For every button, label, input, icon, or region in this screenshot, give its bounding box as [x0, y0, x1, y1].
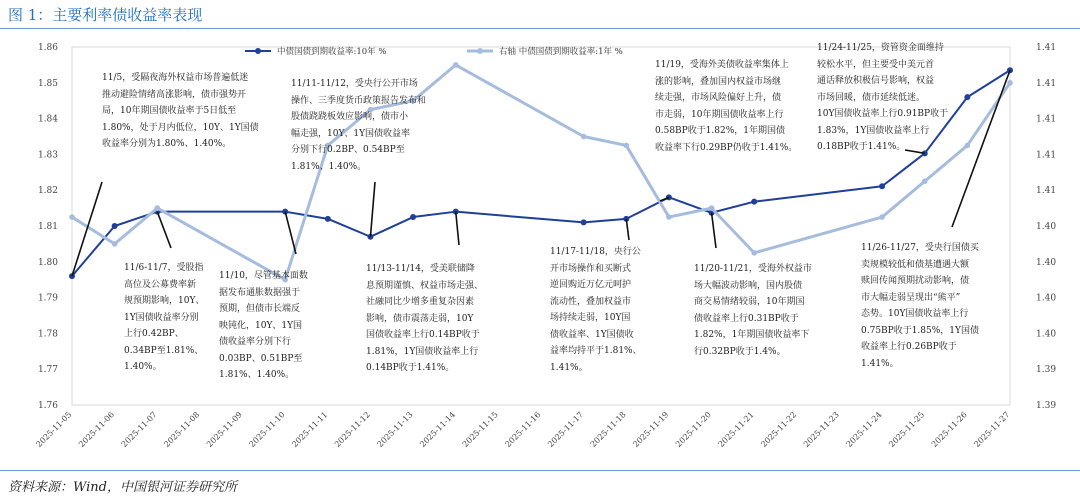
- annotation-line: 较松水平，但主要受中美元首: [817, 59, 935, 70]
- annotation-leader: [952, 70, 1010, 227]
- y-left-tick-label: 1.86: [37, 43, 58, 53]
- series-10y-point: [581, 219, 587, 225]
- annotation-line: 11/5，受隔夜海外权益市场普遍低迷: [102, 73, 249, 83]
- y-left-tick-label: 1.78: [37, 329, 58, 340]
- annotation-line: 国债收益率上行0.14BP收于: [366, 330, 480, 340]
- x-tick-label: 2025-11-12: [332, 410, 372, 450]
- annotation-line: 11/26-11/27，受央行国债买: [861, 243, 979, 253]
- annotation-line: 益率均持平于1.81%、: [550, 346, 642, 356]
- annotation-line: 债收益率上行0.31BP收于: [694, 313, 799, 324]
- x-tick-label: 2025-11-16: [503, 410, 543, 450]
- annotation-line: 通话释放积极信号影响，权益: [817, 76, 935, 86]
- annotation-line: 1.83%，1Y国债收益率上行: [817, 125, 930, 136]
- annotation-leader: [72, 182, 102, 276]
- annotation-a10: [861, 240, 979, 372]
- annotation-line: 高位及公募费率新: [124, 279, 197, 290]
- annotation-line: 0.75BP收于1.85%，1Y国债: [861, 325, 979, 336]
- series-1y-point: [69, 214, 75, 220]
- source-rule: [0, 470, 1080, 471]
- annotation-line: 11/24-11/25，资管资金面维持: [817, 43, 944, 53]
- x-tick-label: 2025-11-17: [546, 410, 586, 450]
- annotation-a4: [291, 76, 426, 175]
- x-tick-label: 2025-11-21: [716, 410, 756, 450]
- annotation-line: 11/13-11/14，受美联储降: [366, 264, 475, 274]
- annotation-line: 1.81%、1.40%。: [291, 161, 367, 172]
- x-tick-label: 2025-11-26: [929, 410, 969, 450]
- annotation-line: 卖规模较低和债基遭遇大额: [861, 259, 970, 270]
- y-right-tick-label: 1.41: [1036, 114, 1057, 125]
- title-rule: [0, 28, 1080, 29]
- series-10y-point: [751, 199, 757, 205]
- annotation-a3: [219, 268, 308, 384]
- annotation-line: 行0.32BP收于1.4%。: [694, 346, 786, 357]
- annotation-line: 场大幅波动影响，国内股债: [694, 280, 803, 291]
- y-right-tick-label: 1.39: [1036, 365, 1057, 376]
- annotation-leader: [285, 212, 296, 254]
- annotation-line: 规预期影响，10Y、: [124, 296, 205, 306]
- annotation-line: 0.34BP至1.81%、: [124, 345, 204, 356]
- annotation-leader: [456, 212, 459, 245]
- annotation-line: 逆回购近万亿元呵护: [550, 280, 632, 290]
- annotation-line: 0.03BP、0.51BP至: [219, 353, 303, 364]
- annotation-a7: [655, 57, 797, 156]
- annotation-line: 息预期谨慎、权益市场走强、: [366, 280, 484, 291]
- annotation-line: 续走强，市场风险偏好上升，债: [655, 93, 782, 103]
- annotation-line: 映钝化，10Y、1Y国: [219, 320, 303, 331]
- y-left-tick-label: 1.82: [37, 186, 58, 197]
- x-tick-label: 2025-11-11: [290, 410, 330, 450]
- annotation-a1: [102, 70, 259, 153]
- annotation-line: 1.81%、1.40%。: [219, 370, 295, 380]
- annotation-a2: [124, 260, 204, 376]
- annotation-line: 11/19，受海外美债收益率集体上: [655, 60, 789, 70]
- annotation-leader: [157, 212, 171, 248]
- x-tick-label: 2025-11-06: [77, 410, 117, 450]
- series-10y-point: [325, 216, 331, 222]
- annotation-line: 据发布通胀数据强于: [219, 287, 301, 298]
- x-tick-label: 2025-11-13: [375, 410, 415, 450]
- y-right-tick-label: 1.41: [1036, 150, 1057, 161]
- y-left-tick-label: 1.81: [37, 222, 58, 232]
- x-tick-label: 2025-11-23: [801, 410, 841, 450]
- annotation-line: 市走弱，10年期国债收益率上行: [655, 109, 784, 120]
- annotation-line: 1.41%。: [550, 362, 588, 373]
- series-1y-point: [581, 134, 587, 140]
- annotation-leader: [712, 213, 716, 248]
- x-tick-label: 2025-11-08: [162, 410, 202, 450]
- annotation-line: 0.14BP收于1.41%。: [366, 363, 455, 373]
- x-tick-label: 2025-11-18: [588, 410, 628, 450]
- y-left-tick-label: 1.76: [37, 401, 58, 411]
- series-1y-point: [112, 241, 118, 247]
- annotation-a8: [694, 261, 812, 360]
- annotation-line: 市大幅走弱呈现出“熊平”: [861, 292, 961, 303]
- series-1y-point: [751, 250, 757, 256]
- y-left-tick-label: 1.79: [37, 293, 58, 304]
- annotation-a9: [817, 40, 948, 156]
- annotation-line: 分别下行0.2BP、0.54BP至: [291, 145, 405, 155]
- x-tick-label: 2025-11-25: [887, 410, 927, 450]
- annotation-line: 11/6-11/7，受股指: [124, 263, 204, 273]
- series-1y-point: [965, 143, 971, 149]
- annotation-line: 1.41%。: [861, 358, 899, 369]
- annotation-line: 开市场操作和买断式: [550, 263, 632, 274]
- annotation-line: 场持续走弱，10Y国: [550, 313, 631, 323]
- series-1y-point: [709, 205, 715, 211]
- annotation-line: 1.81%，1Y国债收益率上行: [366, 346, 479, 357]
- source-note: 资料来源：Wind，中国银河证券研究所: [8, 480, 237, 495]
- annotation-line: 债收益率分别下行: [219, 337, 292, 347]
- series-10y-point: [410, 214, 416, 220]
- y-left-tick-label: 1.77: [37, 365, 58, 376]
- x-tick-label: 2025-11-10: [247, 410, 287, 450]
- annotation-line: 1Y国债收益率分别: [124, 312, 199, 323]
- annotation-line: 11/20-11/21，受海外权益市: [694, 264, 812, 274]
- annotation-line: 局，10年期国债收益率于5日低至: [102, 106, 237, 116]
- y-right-tick-label: 1.40: [1036, 257, 1057, 268]
- legend-marker: [477, 48, 483, 54]
- y-left-tick-label: 1.84: [37, 114, 58, 125]
- annotation-line: 幅走强，10Y、1Y国债收益率: [291, 128, 411, 139]
- y-left-tick-label: 1.80: [37, 257, 58, 268]
- annotation-line: 11/10，尽管基本面数: [219, 271, 308, 281]
- y-right-tick-label: 1.39: [1036, 401, 1057, 411]
- annotation-line: 0.58BP收于1.82%，1年期国债: [655, 126, 786, 136]
- legend-marker: [255, 48, 261, 54]
- series-1y-point: [922, 178, 928, 184]
- legend-label: 中债国债到期收益率:10年 %: [277, 47, 387, 57]
- annotation-line: 10Y国债收益率上行0.91BP收于: [817, 109, 949, 119]
- x-tick-label: 2025-11-15: [460, 410, 500, 450]
- y-right-tick-label: 1.40: [1036, 222, 1057, 232]
- series-1y-point: [623, 143, 629, 149]
- annotation-line: 1.40%。: [124, 362, 162, 372]
- annotation-line: 赎回传闻预期扰动影响，债: [861, 276, 970, 286]
- x-tick-label: 2025-11-19: [631, 410, 671, 450]
- x-tick-label: 2025-11-27: [972, 410, 1012, 450]
- series-1y-point: [453, 62, 459, 68]
- annotation-line: 股债跷跷板效应影响，债市小: [291, 112, 409, 122]
- y-left-tick-label: 1.85: [37, 78, 58, 89]
- y-right-tick-label: 1.40: [1036, 329, 1057, 340]
- annotation-line: 上行0.42BP、: [124, 329, 184, 339]
- series-1y-point: [154, 205, 160, 211]
- series-1y-point: [879, 214, 885, 220]
- annotation-line: 收益率下行0.29BP仍收于1.41%。: [655, 142, 798, 153]
- series-10y-point: [879, 183, 885, 189]
- annotation-a5: [366, 261, 483, 377]
- x-tick-label: 2025-11-05: [34, 410, 74, 450]
- annotation-line: 商交易情绪较弱，10年期国: [694, 297, 805, 307]
- y-right-tick-label: 1.41: [1036, 78, 1057, 89]
- annotation-leader: [370, 182, 375, 237]
- annotation-line: 11/11-11/12，受央行公开市场: [291, 79, 418, 89]
- legend-label: 右轴 中债国债到期收益率:1年 %: [499, 47, 623, 57]
- series-1y-point: [666, 214, 672, 220]
- annotation-line: 预期，但债市长端反: [219, 304, 301, 314]
- series-10y-point: [964, 94, 970, 100]
- annotation-leader: [626, 219, 629, 240]
- annotation-line: 收益率分别为1.80%、1.40%。: [102, 139, 232, 149]
- y-left-tick-label: 1.83: [37, 150, 58, 161]
- annotation-line: 0.18BP收于1.41%。: [817, 142, 906, 152]
- series-10y-point: [112, 223, 118, 229]
- annotation-line: 债收益率、1Y国债收: [550, 329, 634, 340]
- annotation-line: 涨的影响，叠加国内权益市场继: [655, 76, 782, 87]
- annotation-line: 1.82%，1年期国债收益率下: [694, 330, 810, 340]
- annotation-line: 流动性，叠加权益市: [550, 296, 632, 307]
- x-tick-label: 2025-11-22: [759, 410, 799, 450]
- annotation-line: 推动避险情绪高涨影响，债市强势开: [102, 89, 247, 100]
- annotation-a6: [550, 244, 642, 376]
- annotation-line: 操作、三季度货币政策报告发布和: [291, 95, 427, 106]
- x-tick-label: 2025-11-24: [844, 410, 884, 450]
- y-right-tick-label: 1.41: [1036, 186, 1057, 197]
- x-tick-label: 2025-11-20: [673, 410, 713, 450]
- y-right-tick-label: 1.41: [1036, 43, 1057, 53]
- x-tick-label: 2025-11-09: [204, 410, 244, 450]
- figure-title: 图 1：主要利率债收益率表现: [8, 6, 203, 24]
- x-tick-label: 2025-11-07: [119, 410, 159, 450]
- y-right-tick-label: 1.40: [1036, 293, 1057, 304]
- annotation-line: 11/17-11/18，央行公: [550, 247, 641, 257]
- series-1y-point: [1007, 80, 1013, 86]
- annotation-line: 态势。10Y国债收益率上行: [861, 309, 969, 319]
- annotation-line: 收益率上行0.26BP收于: [861, 342, 957, 352]
- annotation-line: 影响，债市震荡走弱，10Y: [366, 313, 474, 324]
- annotation-line: 社融同比少增多重复杂因素: [366, 297, 475, 307]
- annotation-line: 市场回暖，债市延续低迷。: [817, 92, 926, 103]
- x-tick-label: 2025-11-14: [418, 410, 458, 450]
- annotation-line: 1.80%，处于月内低位，10Y、1Y国债: [102, 122, 259, 133]
